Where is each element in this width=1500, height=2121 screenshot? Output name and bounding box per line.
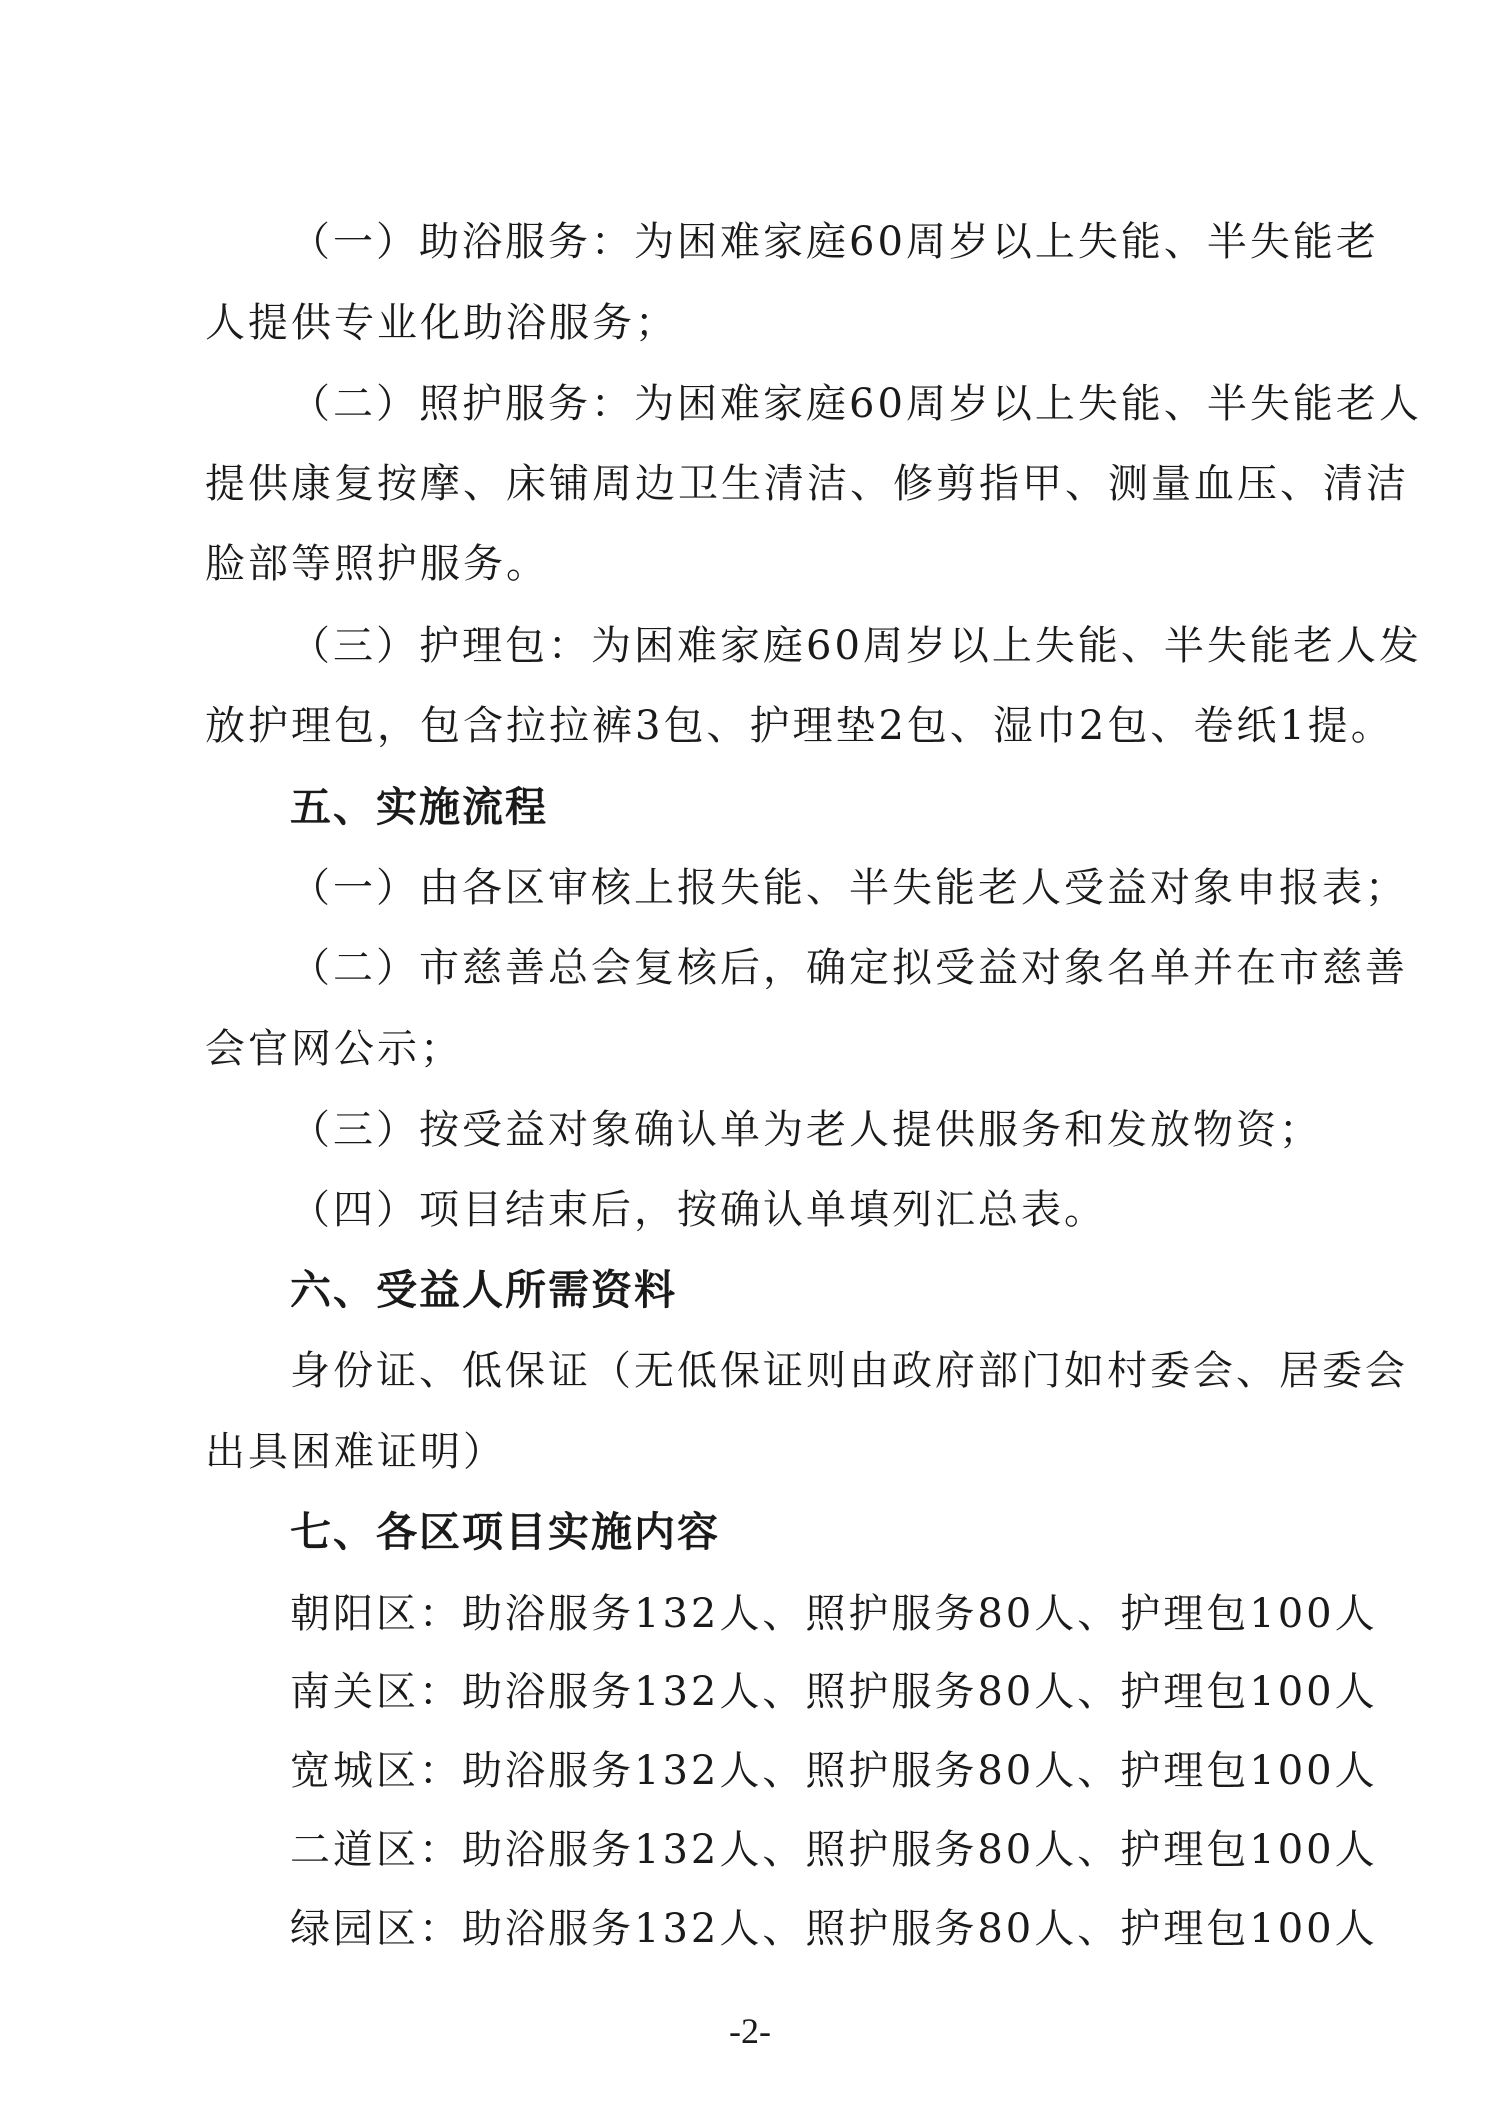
paragraph-line: （一）由各区审核上报失能、半失能老人受益对象申报表； (290, 865, 1408, 911)
paragraph-line: 出具困难证明） (205, 1429, 506, 1475)
paragraph-line: 提供康复按摩、床铺周边卫生清洁、修剪指甲、测量血压、清洁 (205, 461, 1409, 507)
district-line: 二道区：助浴服务132人、照护服务80人、护理包100人 (290, 1827, 1378, 1873)
district-line: 朝阳区：助浴服务132人、照护服务80人、护理包100人 (290, 1591, 1378, 1637)
section-heading: 六、受益人所需资料 (290, 1266, 677, 1314)
paragraph-line: 身份证、低保证（无低保证则由政府部门如村委会、居委会 (290, 1348, 1408, 1394)
paragraph-line: （二）照护服务：为困难家庭60周岁以上失能、半失能老人 (290, 381, 1422, 427)
section-heading: 五、实施流程 (290, 783, 548, 831)
paragraph-line: （三）护理包：为困难家庭60周岁以上失能、半失能老人发 (290, 623, 1422, 669)
paragraph-line: （三）按受益对象确认单为老人提供服务和发放物资； (290, 1107, 1322, 1153)
page-number: -2- (729, 2011, 771, 2051)
paragraph-line: （二）市慈善总会复核后，确定拟受益对象名单并在市慈善 (290, 945, 1408, 991)
paragraph-line: 人提供专业化助浴服务； (205, 300, 678, 346)
district-line: 南关区：助浴服务132人、照护服务80人、护理包100人 (290, 1669, 1378, 1715)
paragraph-line: 放护理包，包含拉拉裤3包、护理垫2包、湿巾2包、卷纸1提。 (205, 703, 1394, 749)
paragraph-line: （四）项目结束后，按确认单填列汇总表。 (290, 1187, 1107, 1233)
district-line: 宽城区：助浴服务132人、照护服务80人、护理包100人 (290, 1748, 1378, 1794)
paragraph-line: 脸部等照护服务。 (205, 541, 549, 587)
paragraph-line: （一）助浴服务：为困难家庭60周岁以上失能、半失能老 (290, 219, 1379, 265)
paragraph-line: 会官网公示； (205, 1026, 463, 1072)
district-line: 绿园区：助浴服务132人、照护服务80人、护理包100人 (290, 1906, 1378, 1952)
section-heading: 七、各区项目实施内容 (290, 1508, 720, 1556)
